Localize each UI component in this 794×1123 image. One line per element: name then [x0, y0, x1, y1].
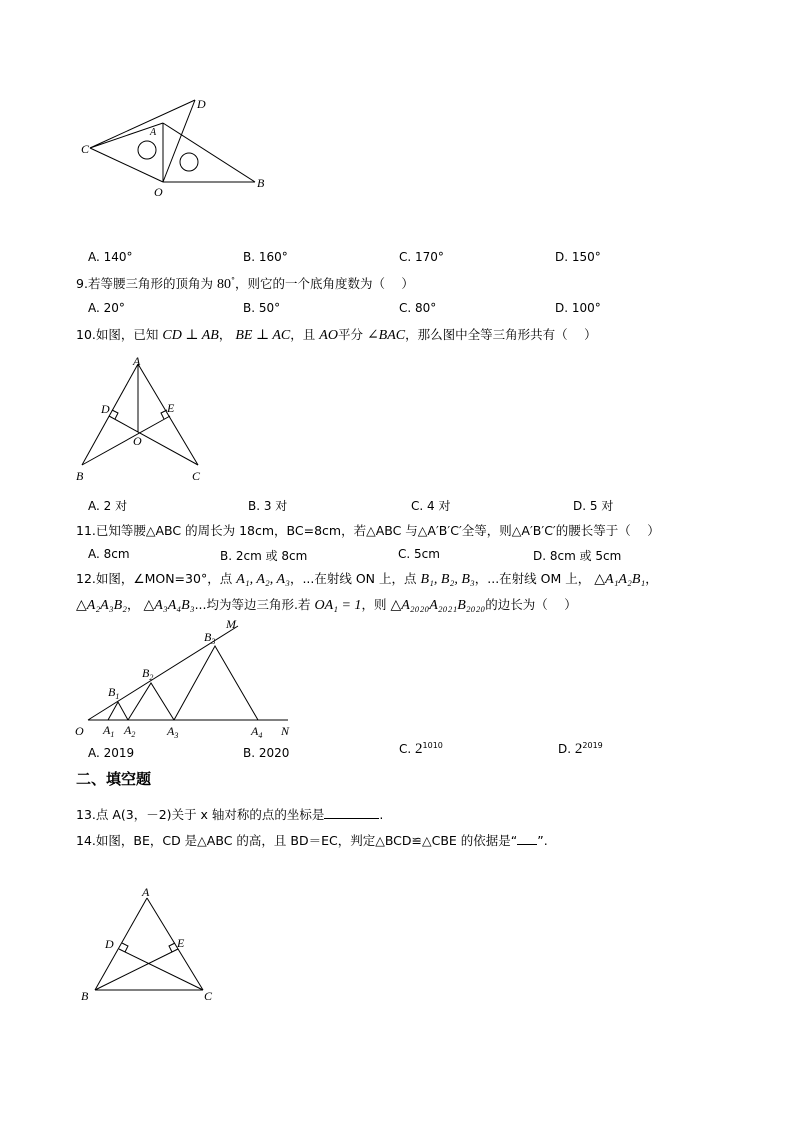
q12-t4: ， — [645, 571, 658, 586]
q14-stem — [76, 831, 548, 849]
circle-left — [138, 141, 156, 159]
q9-option-d[interactable]: D. 100° — [555, 301, 601, 315]
line-BE — [95, 949, 178, 990]
label-A: A — [133, 354, 141, 368]
label-B3: $B_3$ — [204, 630, 216, 646]
q9-option-b[interactable]: B. 50° — [243, 301, 281, 315]
q12-t8: 的边长为（ ） — [485, 597, 577, 612]
ray-OM — [88, 626, 238, 720]
label-B2: $B_2$ — [142, 666, 154, 682]
q13-text-a: 13.点 A(3，－2)关于 x 轴对称的点的坐标是 — [76, 807, 325, 822]
q11-stem: 11.已知等腰△ABC 的周长为 18cm，BC=8cm，若△ABC 与△A′B′C′全等，则△A′B′C′的腰长等于（ ） — [76, 523, 660, 538]
label-D: D — [105, 937, 114, 951]
q9-text-a: 若等腰三角形的顶角为 — [87, 276, 213, 291]
q12-option-c[interactable] — [399, 741, 443, 758]
q8-option-b[interactable]: B. 160° — [243, 250, 288, 264]
label-D: D — [101, 402, 110, 416]
line-AB — [163, 123, 255, 182]
q10-num: 10. — [76, 327, 96, 342]
q8-option-c[interactable]: C. 170° — [399, 250, 444, 264]
label-C: C — [204, 989, 213, 1003]
q12-b-points: B₁, B₂, B₃ — [420, 572, 475, 587]
q9-option-c[interactable]: C. 80° — [399, 301, 437, 315]
label-A1: $A_1$ — [103, 723, 115, 739]
q12-t3: ，...在射线 OM 上， — [474, 571, 591, 586]
q13-answer-blank[interactable] — [324, 806, 379, 819]
q10-figure — [70, 352, 220, 487]
q10-t2: ， — [218, 327, 232, 342]
q14-figure — [75, 880, 225, 1010]
line-AB — [95, 898, 147, 990]
line-CO — [90, 148, 163, 182]
circle-right — [180, 153, 198, 171]
q14-answer-blank[interactable] — [517, 832, 537, 845]
section-title: 二、填空题 — [76, 770, 152, 788]
q12-tri4: △A₂₀₂₀A₂₀₂₁B₂₀₂₀ — [390, 598, 486, 613]
q12-t1: 12.如图，∠MON=30°，点 — [76, 571, 233, 586]
q12-tri2: △A₂A₃B₂ — [76, 598, 128, 613]
label-E: E — [167, 401, 175, 415]
q12-option-d-prefix: D. — [558, 742, 572, 756]
q10-m2: BE ⊥ AC — [235, 328, 291, 343]
q11-option-d[interactable]: D. 8cm 或 5cm — [533, 549, 622, 563]
q10-t1: 如图，已知 — [95, 327, 159, 342]
label-N: N — [281, 724, 290, 738]
q8-figure — [70, 90, 290, 210]
q9-degree: ° — [230, 275, 235, 285]
q12-t2: ，...在射线 ON 上，点 — [289, 571, 417, 586]
q11-option-b[interactable]: B. 2cm 或 8cm — [220, 549, 308, 563]
label-A: A — [150, 127, 157, 138]
q10-m1: CD ⊥ AB — [162, 328, 219, 343]
q13-text-b: . — [379, 807, 384, 822]
q9-text-b: ，则它的一个底角度数为（ ） — [234, 276, 414, 291]
label-B: B — [76, 469, 84, 483]
q12-t5: ， — [127, 597, 140, 612]
label-C: C — [81, 142, 90, 156]
label-O: O — [154, 185, 163, 199]
q10-t5: ，那么图中全等三角形共有（ ） — [405, 327, 597, 342]
label-A: A — [142, 885, 150, 899]
q10-m3: AO — [319, 328, 338, 343]
q10-option-b[interactable]: B. 3 对 — [248, 499, 288, 513]
q11-option-a[interactable]: A. 8cm — [88, 547, 130, 561]
label-C: C — [192, 469, 201, 483]
q13-stem — [76, 805, 383, 823]
q11-option-c[interactable]: C. 5cm — [398, 547, 440, 561]
triangle-3 — [174, 646, 258, 720]
q10-m4: ∠BAC — [366, 328, 406, 343]
q12-tri3: △A₃A₄B₃ — [143, 598, 195, 613]
q12-option-c-prefix: C. — [399, 742, 412, 756]
q12-stem-line2 — [76, 595, 577, 614]
q12-a-points: A₁, A₂, A₃ — [236, 572, 290, 587]
q12-t6: ...均为等边三角形.若 — [194, 597, 311, 612]
line-CD — [109, 416, 198, 465]
q9-angle: 80 — [216, 277, 231, 292]
q10-option-d[interactable]: D. 5 对 — [573, 499, 614, 513]
label-A4: $A_4$ — [251, 724, 263, 740]
q10-stem — [76, 325, 597, 344]
q9-stem — [76, 274, 414, 293]
q9-num: 9. — [76, 276, 88, 291]
q12-option-d-exp: 2019 — [582, 741, 603, 750]
q12-t7: ，则 — [361, 597, 387, 612]
q8-option-d[interactable]: D. 150° — [555, 250, 601, 264]
label-E: E — [177, 936, 185, 950]
label-A2: $A_2$ — [124, 723, 136, 739]
q12-option-d-base: 2 — [574, 741, 583, 757]
label-O: O — [75, 724, 84, 738]
q12-option-b[interactable]: B. 2020 — [243, 746, 290, 760]
q10-t3: ，且 — [290, 327, 316, 342]
q12-option-a[interactable]: A. 2019 — [88, 746, 135, 760]
label-B: B — [81, 989, 89, 1003]
triangle-1 — [108, 702, 128, 720]
label-M: M — [226, 617, 236, 631]
q12-option-d[interactable] — [558, 741, 603, 758]
triangle-2 — [128, 683, 174, 720]
q12-stem-line1 — [76, 569, 658, 588]
label-O: O — [133, 434, 142, 448]
q10-option-a[interactable]: A. 2 对 — [88, 499, 128, 513]
q12-tri1: △A₁A₂B₁ — [594, 572, 646, 587]
q10-option-c[interactable]: C. 4 对 — [411, 499, 451, 513]
q10-t4: 平分 — [337, 327, 363, 342]
q12-option-c-base: 2 — [415, 741, 423, 757]
label-A3: $A_3$ — [167, 724, 179, 740]
q12-eq: OA₁ = 1 — [314, 598, 362, 613]
label-B1: $B_1$ — [108, 685, 120, 701]
label-B: B — [257, 176, 265, 190]
q12-figure — [70, 613, 310, 743]
q12-option-c-exp: 1010 — [422, 741, 443, 750]
label-D: D — [197, 97, 206, 111]
q9-option-a[interactable]: A. 20° — [88, 301, 125, 315]
q14-text-a: 14.如图，BE，CD 是△ABC 的高，且 BD＝EC，判定△BCD≌△CBE 的依据是“ — [76, 833, 518, 848]
q8-option-a[interactable]: A. 140° — [88, 250, 133, 264]
q14-text-b: ”. — [537, 833, 548, 848]
